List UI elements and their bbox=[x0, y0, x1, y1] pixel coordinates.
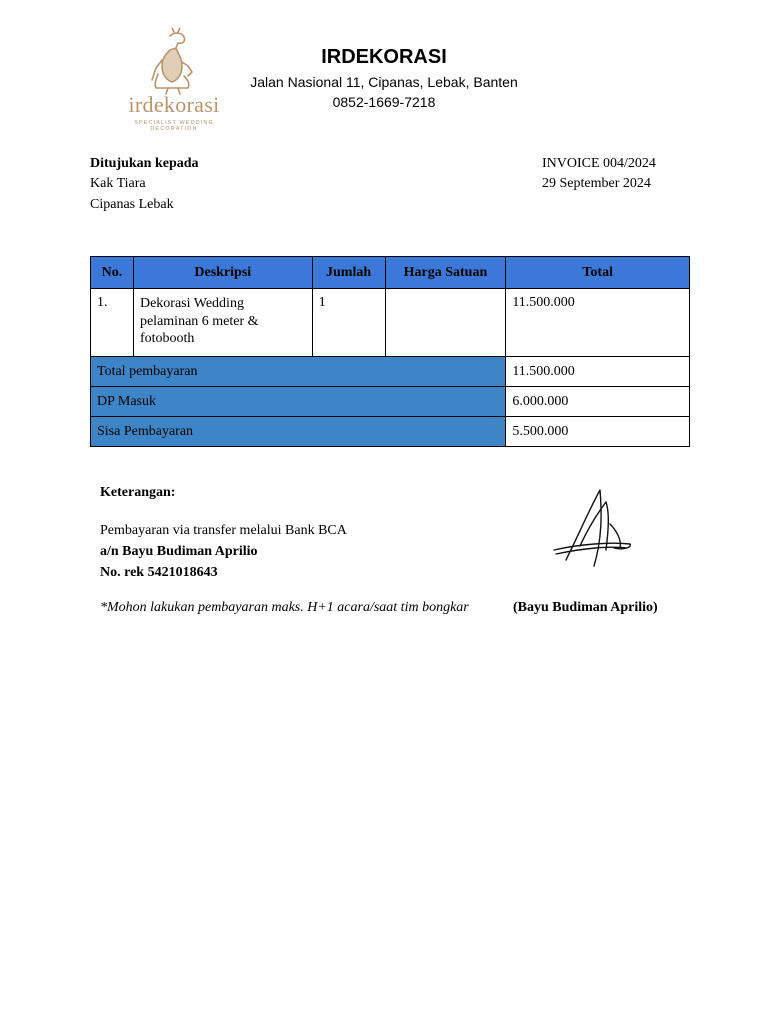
description-line: fotobooth bbox=[139, 331, 195, 346]
total-value: 11.500.000 bbox=[506, 357, 690, 387]
remaining-label: Sisa Pembayaran bbox=[91, 417, 506, 447]
recipient-name: Kak Tiara bbox=[90, 176, 146, 191]
cell-unit-price bbox=[385, 289, 506, 357]
account-name: a/n Bayu Budiman Aprilio bbox=[100, 544, 258, 559]
signature-image bbox=[550, 484, 640, 572]
signer-name: (Bayu Budiman Aprilio) bbox=[513, 600, 658, 615]
description-line: Dekorasi Wedding bbox=[139, 296, 244, 311]
payment-line: Pembayaran via transfer melalui Bank BCA bbox=[100, 523, 347, 538]
col-header-description: Deskripsi bbox=[133, 257, 312, 289]
logo-text: irdekorasi bbox=[128, 92, 220, 117]
remaining-row bbox=[91, 417, 690, 447]
cell-no: 1. bbox=[91, 289, 134, 357]
total-label: Total pembayaran bbox=[91, 357, 506, 387]
invoice-date: 29 September 2024 bbox=[542, 176, 651, 191]
company-phone: 0852-1669-7218 bbox=[332, 94, 436, 110]
col-header-qty: Jumlah bbox=[312, 257, 385, 289]
dp-row bbox=[91, 387, 690, 417]
table-header-row bbox=[91, 257, 690, 289]
remaining-value: 5.500.000 bbox=[506, 417, 690, 447]
notes-heading: Keterangan: bbox=[100, 485, 176, 500]
col-header-unit-price: Harga Satuan bbox=[385, 257, 506, 289]
description-line: pelaminan 6 meter & bbox=[139, 313, 259, 329]
col-header-total: Total bbox=[506, 257, 690, 289]
total-row bbox=[91, 357, 690, 387]
payment-disclaimer: *Mohon lakukan pembayaran maks. H+1 acara/saat tim bongkar bbox=[100, 600, 469, 615]
signature-icon bbox=[550, 484, 640, 572]
col-header-no: No. bbox=[91, 257, 134, 289]
table-row bbox=[91, 289, 690, 357]
cell-description bbox=[133, 289, 312, 357]
company-address: Jalan Nasional 11, Cipanas, Lebak, Banten bbox=[250, 74, 518, 90]
recipient-location: Cipanas Lebak bbox=[90, 197, 174, 212]
company-name: IRDEKORASI bbox=[321, 46, 447, 68]
recipient-heading: Ditujukan kepada bbox=[90, 156, 199, 171]
invoice-table bbox=[90, 256, 690, 447]
cell-total: 11.500.000 bbox=[506, 289, 690, 357]
account-number: No. rek 5421018643 bbox=[100, 565, 218, 580]
cell-qty: 1 bbox=[312, 289, 385, 357]
dp-value: 6.000.000 bbox=[506, 387, 690, 417]
dp-label: DP Masuk bbox=[91, 387, 506, 417]
invoice-number: INVOICE 004/2024 bbox=[542, 156, 656, 171]
logo-tagline: SPECIALIST WEDDING DECORATION bbox=[134, 120, 214, 132]
